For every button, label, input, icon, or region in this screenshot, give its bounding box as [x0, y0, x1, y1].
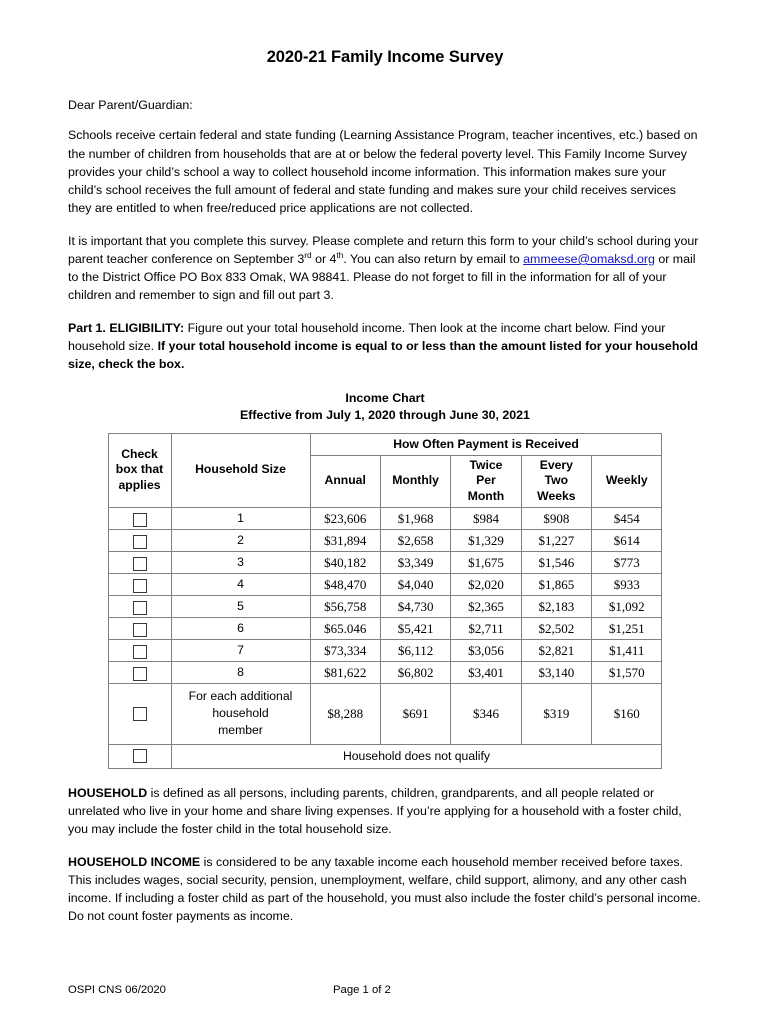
- every-two-weeks-cell: $908: [521, 507, 591, 529]
- monthly-cell: $6,112: [380, 639, 450, 661]
- income-chart-title: Income Chart: [345, 390, 425, 405]
- twice-per-month-cell: $2,365: [451, 595, 521, 617]
- eligibility-checkbox[interactable]: [133, 623, 147, 637]
- table-row-additional-member: [108, 683, 662, 744]
- header-twice-line3: Month: [467, 488, 505, 503]
- household-size-cell: 5: [171, 595, 310, 617]
- every-two-weeks-cell: $3,140: [521, 661, 591, 683]
- header-check-line3: applies: [118, 477, 161, 492]
- twice-per-month-cell: $2,711: [451, 617, 521, 639]
- header-household-size: Household Size: [171, 433, 310, 507]
- annual-cell: $23,606: [310, 507, 380, 529]
- twice-per-month-cell: $346: [451, 683, 521, 744]
- eligibility-checkbox[interactable]: [133, 557, 147, 571]
- household-size-cell: 3: [171, 551, 310, 573]
- twice-per-month-cell: $3,056: [451, 639, 521, 661]
- household-size-cell: 7: [171, 639, 310, 661]
- header-weekly: Weekly: [592, 455, 662, 507]
- instructions-part-c: . You can also return by email to: [343, 251, 524, 266]
- every-two-weeks-cell: $2,183: [521, 595, 591, 617]
- eligibility-checkbox[interactable]: [133, 601, 147, 615]
- household-definition-text: is defined as all persons, including parents, children, grandparents, and all people related or unrelated who live in your home and share living expenses. If you’re applying for a household with a foster child, you may include the foster child in the total household size.: [68, 785, 682, 836]
- checkbox-cell[interactable]: [108, 573, 171, 595]
- monthly-cell: $691: [380, 683, 450, 744]
- income-chart-table: [108, 433, 663, 769]
- annual-cell: $31,894: [310, 529, 380, 551]
- annual-cell: $48,470: [310, 573, 380, 595]
- annual-cell: $65.046: [310, 617, 380, 639]
- weekly-cell: $1,092: [592, 595, 662, 617]
- footer-page-number: Page 1 of 2: [333, 984, 391, 996]
- instructions-part-b: or 4: [311, 251, 337, 266]
- household-income-label: HOUSEHOLD INCOME: [68, 854, 201, 869]
- header-check-line1: Check: [121, 446, 158, 461]
- twice-per-month-cell: $1,675: [451, 551, 521, 573]
- weekly-cell: $1,570: [592, 661, 662, 683]
- twice-per-month-cell: $984: [451, 507, 521, 529]
- table-row: [108, 639, 662, 661]
- twice-per-month-cell: $1,329: [451, 529, 521, 551]
- ordinal-rd: rd: [304, 249, 312, 260]
- page-title: 2020-21 Family Income Survey: [266, 48, 504, 66]
- does-not-qualify-label: Household does not qualify: [171, 744, 662, 768]
- eligibility-checkbox[interactable]: [133, 535, 147, 549]
- footer-form-code: OSPI CNS 06/2020: [68, 984, 166, 996]
- income-table-container: [68, 424, 702, 769]
- eligibility-checkbox[interactable]: [133, 667, 147, 681]
- checkbox-cell[interactable]: [108, 595, 171, 617]
- weekly-cell: $933: [592, 573, 662, 595]
- checkbox-cell[interactable]: [108, 683, 171, 744]
- weekly-cell: $454: [592, 507, 662, 529]
- every-two-weeks-cell: $1,865: [521, 573, 591, 595]
- does-not-qualify-checkbox[interactable]: [133, 749, 147, 763]
- table-row: [108, 507, 662, 529]
- household-size-cell: 1: [171, 507, 310, 529]
- table-row-does-not-qualify: [108, 744, 662, 768]
- monthly-cell: $3,349: [380, 551, 450, 573]
- instructions-part-d: or mail to the District Office PO Box 833 Omak, WA 98841. Please do not forget to fill in the information for all of your children and remember to sign and fill out part 3.: [68, 251, 696, 303]
- checkbox-cell[interactable]: [108, 744, 171, 768]
- table-row: [108, 661, 662, 683]
- monthly-cell: $1,968: [380, 507, 450, 529]
- ordinal-th: th: [336, 249, 344, 260]
- household-income-definition-text: is considered to be any taxable income each household member received before taxes. This includes wages, social security, pension, unemployment, welfare, child support, alimony, and any other cash income. If including a foster child as part of the household, you must also include the foster child’s personal income. Do not count foster payments as income.: [68, 854, 701, 924]
- intro-paragraph: Schools receive certain federal and state funding (Learning Assistance Program, teacher incentives, etc.) based on the number of children from households that are at or below the federal poverty level. This Family Income Survey provides your child’s school a way to collect household income information. This information makes sure your child’s school receives the full amount of federal and state funding and makes sure your child receives services they are entitled to when free/reduced price applications are not collected.: [68, 128, 698, 215]
- header-biweekly-line2: Two: [544, 473, 569, 488]
- email-link[interactable]: ammeese@omaksd.org: [523, 251, 655, 266]
- header-every-two-weeks: [521, 455, 591, 507]
- header-twice-line2: Per: [476, 473, 496, 488]
- annual-cell: $8,288: [310, 683, 380, 744]
- part1-text-bold: If your total household income is equal to or less than the amount listed for your household size, check the box.: [68, 339, 698, 372]
- part1-eligibility-paragraph: [68, 304, 702, 373]
- household-definition-paragraph: [68, 769, 702, 838]
- income-chart-heading: [68, 374, 702, 424]
- twice-per-month-cell: $3,401: [451, 661, 521, 683]
- weekly-cell: $614: [592, 529, 662, 551]
- annual-cell: $73,334: [310, 639, 380, 661]
- every-two-weeks-cell: $1,546: [521, 551, 591, 573]
- checkbox-cell[interactable]: [108, 661, 171, 683]
- monthly-cell: $4,040: [380, 573, 450, 595]
- header-monthly: Monthly: [380, 455, 450, 507]
- table-row: [108, 617, 662, 639]
- checkbox-cell[interactable]: [108, 617, 171, 639]
- instructions-part-a: It is important that you complete this survey. Please complete and return this form to your child’s school during your parent teacher conference on September 3: [68, 233, 699, 266]
- instructions-paragraph: [68, 217, 702, 304]
- header-twice-per-month: [451, 455, 521, 507]
- additional-line2: household: [212, 706, 269, 721]
- household-label: HOUSEHOLD: [68, 785, 148, 800]
- twice-per-month-cell: $2,020: [451, 573, 521, 595]
- additional-line3: member: [218, 723, 263, 738]
- table-row: [108, 573, 662, 595]
- table-row: [108, 595, 662, 617]
- monthly-cell: $4,730: [380, 595, 450, 617]
- weekly-cell: $1,251: [592, 617, 662, 639]
- header-annual: Annual: [310, 455, 380, 507]
- eligibility-checkbox[interactable]: [133, 513, 147, 527]
- table-row: [108, 529, 662, 551]
- household-size-cell: 2: [171, 529, 310, 551]
- annual-cell: $56,758: [310, 595, 380, 617]
- annual-cell: $40,182: [310, 551, 380, 573]
- income-table-header: [108, 433, 662, 507]
- weekly-cell: $1,411: [592, 639, 662, 661]
- household-size-cell: 8: [171, 661, 310, 683]
- every-two-weeks-cell: $319: [521, 683, 591, 744]
- header-check-line2: box that: [115, 462, 164, 477]
- header-biweekly-line3: Weeks: [537, 488, 576, 503]
- eligibility-checkbox[interactable]: [133, 579, 147, 593]
- additional-line1: For each additional: [188, 689, 293, 704]
- checkbox-cell[interactable]: [108, 529, 171, 551]
- header-how-often-payment-received: How Often Payment is Received: [310, 433, 662, 455]
- part1-text-normal: Figure out your total household income. Then look at the income chart below. Find your household size.: [68, 321, 666, 354]
- weekly-cell: $773: [592, 551, 662, 573]
- part1-label: Part 1. ELIGIBILITY:: [68, 321, 185, 336]
- every-two-weeks-cell: $2,502: [521, 617, 591, 639]
- header-biweekly-line1: Every: [539, 457, 573, 472]
- monthly-cell: $2,658: [380, 529, 450, 551]
- header-check-box-that-applies: [108, 433, 171, 507]
- monthly-cell: $5,421: [380, 617, 450, 639]
- annual-cell: $81,622: [310, 661, 380, 683]
- every-two-weeks-cell: $1,227: [521, 529, 591, 551]
- household-size-cell-additional: [171, 683, 310, 744]
- every-two-weeks-cell: $2,821: [521, 639, 591, 661]
- header-row-top: [108, 433, 662, 455]
- eligibility-checkbox[interactable]: [133, 645, 147, 659]
- weekly-cell: $160: [592, 683, 662, 744]
- household-income-definition-paragraph: [68, 838, 702, 925]
- table-row: [108, 551, 662, 573]
- eligibility-checkbox[interactable]: [133, 707, 147, 721]
- salutation: Dear Parent/Guardian:: [68, 98, 193, 112]
- income-chart-subtitle: Effective from July 1, 2020 through June 30, 2021: [240, 407, 530, 422]
- monthly-cell: $6,802: [380, 661, 450, 683]
- checkbox-cell[interactable]: [108, 551, 171, 573]
- income-table-body: [108, 507, 662, 768]
- checkbox-cell[interactable]: [108, 507, 171, 529]
- checkbox-cell[interactable]: [108, 639, 171, 661]
- household-size-cell: 4: [171, 573, 310, 595]
- household-size-cell: 6: [171, 617, 310, 639]
- header-twice-line1: Twice: [469, 457, 503, 472]
